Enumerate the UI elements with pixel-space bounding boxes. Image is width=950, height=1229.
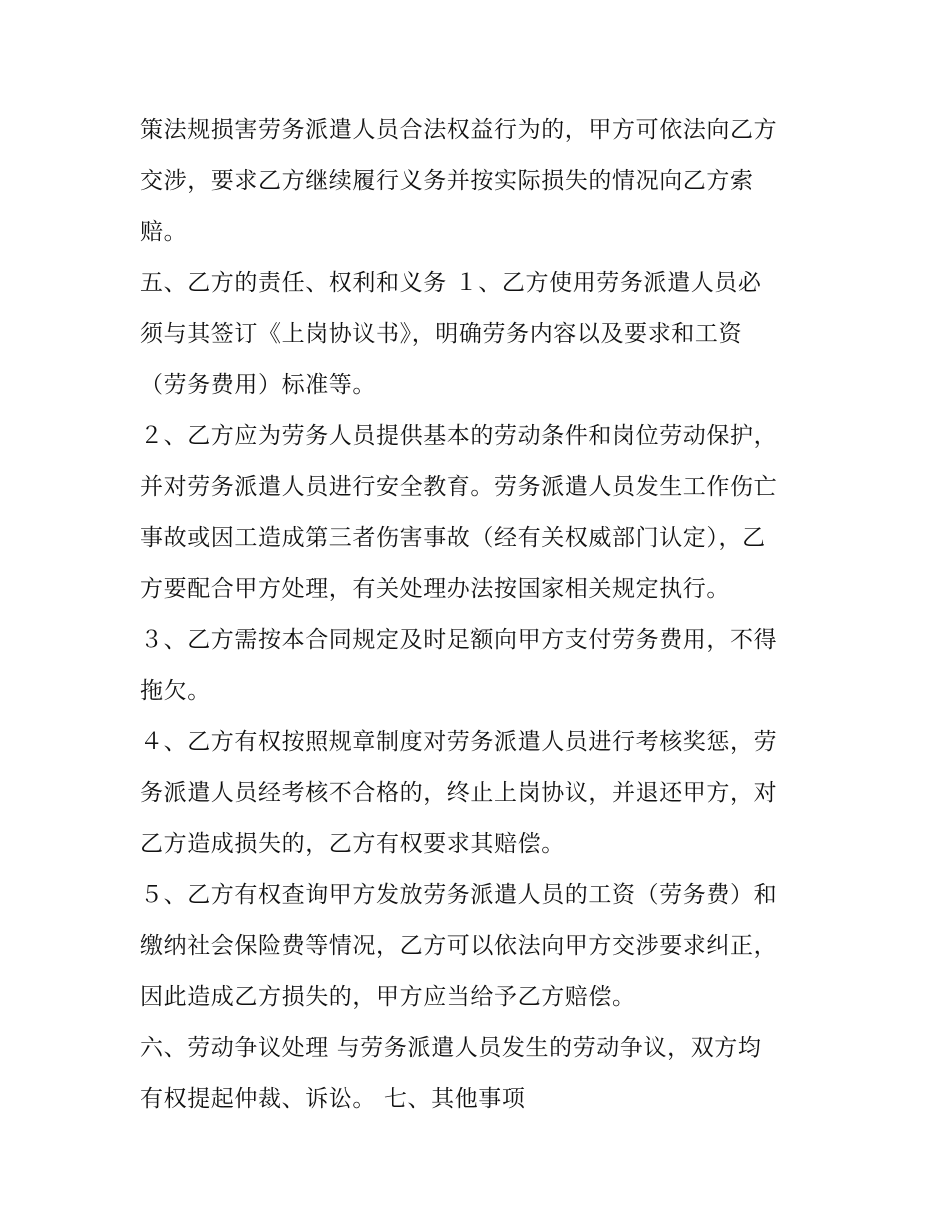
contract-text bbox=[140, 105, 820, 1125]
text-line: 方要配合甲方处理，有关处理办法按国家相关规定执行。 bbox=[140, 576, 730, 602]
text-line: 因此造成乙方损失的，甲方应当给予乙方赔偿。 bbox=[140, 984, 636, 1010]
clause-line: ２、乙方应为劳务人员提供基本的劳动条件和岗位劳动保护， bbox=[140, 423, 778, 449]
clause-line: ５、乙方有权查询甲方发放劳务派遣人员的工资（劳务费）和 bbox=[140, 882, 778, 908]
text-line: 事故或因工造成第三者伤害事故（经有关权威部门认定），乙 bbox=[140, 525, 766, 551]
text-line: 赔。 bbox=[140, 219, 188, 245]
text-line: 并对劳务派遣人员进行安全教育。劳务派遣人员发生工作伤亡 bbox=[140, 474, 778, 500]
text-line: 拖欠。 bbox=[140, 678, 211, 704]
text-line: （劳务费用）标准等。 bbox=[140, 372, 376, 398]
section-heading-line: 五、乙方的责任、权利和义务 １、乙方使用劳务派遣人员必 bbox=[140, 270, 762, 296]
clause-line: ４、乙方有权按照规章制度对劳务派遣人员进行考核奖惩，劳 bbox=[140, 729, 778, 755]
text-line: 交涉，要求乙方继续履行义务并按实际损失的情况向乙方索 bbox=[140, 168, 754, 194]
text-line: 务派遣人员经考核不合格的，终止上岗协议，并退还甲方，对 bbox=[140, 780, 778, 806]
text-line: 缴纳社会保险费等情况，乙方可以依法向甲方交涉要求纠正， bbox=[140, 933, 778, 959]
section-heading-line: 六、劳动争议处理 与劳务派遣人员发生的劳动争议，双方均 bbox=[140, 1035, 762, 1061]
text-line: 乙方造成损失的，乙方有权要求其赔偿。 bbox=[140, 831, 565, 857]
text-line: 策法规损害劳务派遣人员合法权益行为的，甲方可依法向乙方 bbox=[140, 117, 778, 143]
clause-line: ３、乙方需按本合同规定及时足额向甲方支付劳务费用，不得 bbox=[140, 627, 778, 653]
text-line: 须与其签订《上岗协议书》，明确劳务内容以及要求和工资 bbox=[140, 321, 743, 347]
text-line: 有权提起仲裁、诉讼。 七、其他事项 bbox=[140, 1086, 526, 1112]
